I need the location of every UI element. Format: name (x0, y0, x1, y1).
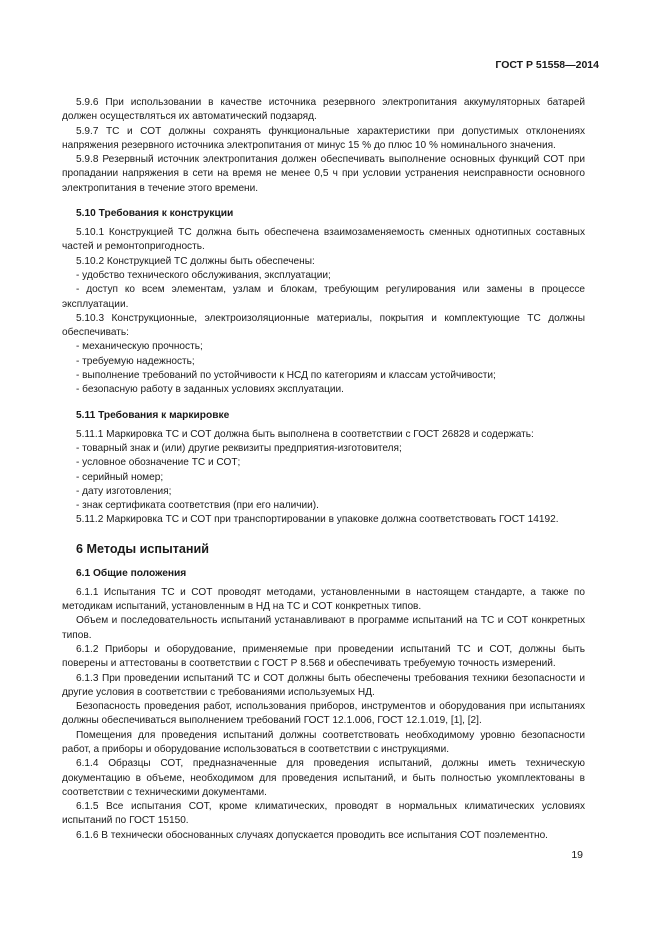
paragraph-5-11-1: 5.11.1 Маркировка ТС и СОТ должна быть выполнена в соответствии с ГОСТ 26828 и содержать: (76, 428, 534, 440)
section-heading-6: 6 Методы испытаний (76, 541, 209, 556)
paragraph: 6.1.1 Испытания ТС и СОТ проводят методами, установленными в настоящем стандарте, а также по методикам испытаний, установленным в НД на ТС и СОТ конкретных типов. (62, 586, 585, 613)
paragraph-5-10-3: 5.10.3 Конструкционные, электроизоляционные материалы, покрытия и комплектующие ТС должны обеспечивать: (62, 312, 585, 339)
page-body (62, 96, 585, 843)
page-number: 19 (571, 849, 583, 861)
list-item: - доступ ко всем элементам, узлам и блокам, требующим регулирования или замены в процессе эксплуатации. (62, 284, 585, 310)
paragraph: 6.1.5 Все испытания СОТ, кроме климатических, проводят в нормальных климатических условиях испытаний по ГОСТ 15150. (62, 801, 585, 827)
list-item: - товарный знак и (или) другие реквизиты предприятия-изготовителя; (76, 442, 402, 454)
paragraph: Объем и последовательность испытаний устанавливают в программе испытаний на ТС и СОТ конкретных типов. (62, 615, 585, 641)
paragraph: 6.1.2 Приборы и оборудование, применяемые при проведении испытаний ТС и СОТ, должны быть поверены и аттестованы в соответствии с ГОСТ Р 8.568 и обеспечивать требуемую точность измерений. (62, 643, 585, 670)
section-heading-6-1: 6.1 Общие положения (76, 567, 187, 579)
paragraph-5-9-6: 5.9.6 При использовании в качестве источника резервного электропитания аккумуляторных батарей должен осуществляться их автоматический подзаряд. (62, 97, 585, 123)
list-item: - безопасную работу в заданных условиях эксплуатации. (76, 384, 344, 396)
paragraph-5-10-2: 5.10.2 Конструкцией ТС должны быть обеспечены: (76, 255, 315, 267)
paragraph: Безопасность проведения работ, использования приборов, инструментов и оборудования при испытаниях должны обеспечиваться выполнением требований ГОСТ 12.1.006, ГОСТ 12.1.019, [1], [2]. (62, 701, 585, 727)
section-heading-5-10: 5.10 Требования к конструкции (76, 208, 234, 220)
paragraph-5-10-1: 5.10.1 Конструкцией ТС должна быть обеспечена взаимозаменяемость сменных однотипных составных частей и ремонтопригодность. (62, 227, 585, 253)
list-item: - удобство технического обслуживания, эксплуатации; (76, 269, 331, 281)
list-item: - требуемую надежность; (76, 355, 195, 367)
list-item: - выполнение требований по устойчивости к НСД по категориям и классам устойчивости; (76, 370, 496, 382)
list-item: - механическую прочность; (76, 341, 203, 353)
list-item: - дату изготовления; (76, 485, 172, 497)
list-item: - серийный номер; (76, 471, 164, 483)
paragraph-5-9-7: 5.9.7 ТС и СОТ должны сохранять функциональные характеристики при допустимых отклонениях напряжения резервного источника электропитания от минус 15 % до плюс 10 % номинального значения. (62, 125, 585, 151)
paragraph: 6.1.6 В технически обоснованных случаях допускается проводить все испытания СОТ поэлементно. (76, 829, 548, 841)
list-item: - знак сертификата соответствия (при его наличии). (76, 500, 319, 512)
paragraph-5-11-2: 5.11.2 Маркировка ТС и СОТ при транспортировании в упаковке должна соответствовать ГОСТ 14192. (76, 514, 559, 526)
paragraph: 6.1.3 При проведении испытаний ТС и СОТ должны быть обеспечены требования техники безопасности и другие условия в соответствии с требованиями используемых НД. (62, 672, 585, 698)
section-heading-5-11: 5.11 Требования к маркировке (76, 409, 230, 421)
paragraph: Помещения для проведения испытаний должны соответствовать необходимому уровню безопасности работ, а приборы и оборудование использоваться в соответствии с инструкциями. (62, 729, 585, 755)
paragraph-5-9-8: 5.9.8 Резервный источник электропитания должен обеспечивать выполнение основных функций СОТ при пропадании напряжения в сети на время не менее 0,5 ч при условии устранения неисправности основного электропитания в течение этого времени. (62, 154, 585, 194)
document-header-id: ГОСТ Р 51558—2014 (495, 59, 599, 71)
paragraph: 6.1.4 Образцы СОТ, предназначенные для проведения испытаний, должны иметь техническую документацию в объеме, необходимом для проведения испытаний, и быть полностью укомплектованы в соответствии с техническими документами. (62, 758, 585, 798)
list-item: - условное обозначение ТС и СОТ; (76, 457, 241, 469)
